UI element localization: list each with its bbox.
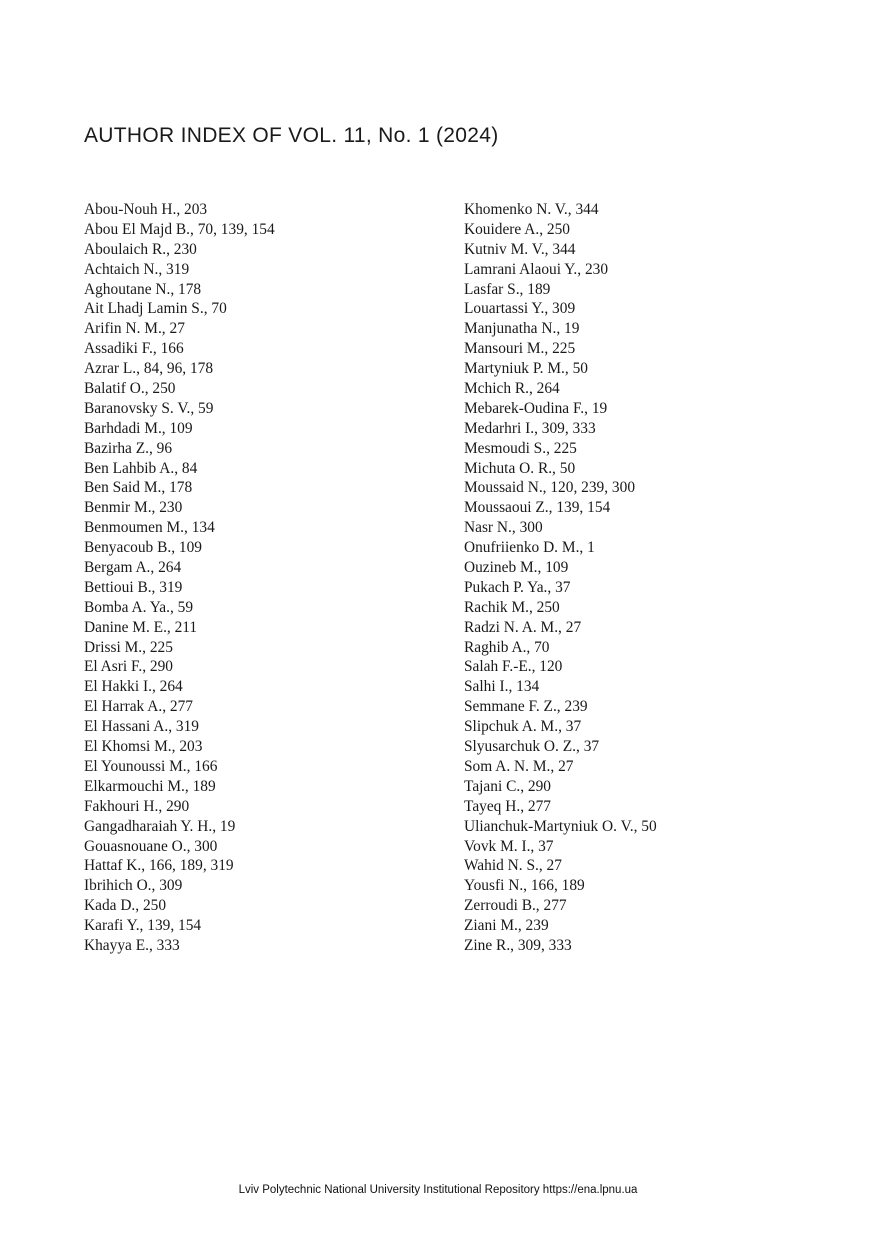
author-entry: Benmir M., 230 <box>84 499 183 517</box>
author-entry: Abou-Nouh H., 203 <box>84 201 208 218</box>
author-list-right <box>464 200 657 956</box>
author-entry: Azrar L., 84, 96, 178 <box>84 360 214 378</box>
author-entry: Zerroudi B., 277 <box>464 897 567 915</box>
author-entry: Barhdadi M., 109 <box>84 419 193 437</box>
author-entry: Khayya E., 333 <box>84 936 180 954</box>
author-entry: Ziani M., 239 <box>464 917 549 935</box>
page-title: AUTHOR INDEX OF VOL. 11, No. 1 (2024) <box>84 124 499 147</box>
author-entry: Ibrihich O., 309 <box>84 877 183 895</box>
author-entry: Fakhouri H., 290 <box>84 797 190 815</box>
author-entry: Mansouri M., 225 <box>464 340 576 358</box>
author-entry: Salhi I., 134 <box>464 678 540 696</box>
author-entry: Vovk M. I., 37 <box>464 837 554 855</box>
author-entry: Nasr N., 300 <box>464 519 543 537</box>
author-entry: Aboulaich R., 230 <box>84 240 197 258</box>
author-entry: Lasfar S., 189 <box>464 280 551 298</box>
author-entry: Achtaich N., 319 <box>84 260 190 278</box>
author-entry: Drissi M., 225 <box>84 638 173 656</box>
author-entry: Tajani C., 290 <box>464 777 551 795</box>
author-entry: Bettioui B., 319 <box>84 578 183 596</box>
author-entry: Benyacoub B., 109 <box>84 539 202 557</box>
author-entry: Zine R., 309, 333 <box>464 936 572 954</box>
author-entry: Kouidere A., 250 <box>464 220 571 238</box>
author-entry: Michuta O. R., 50 <box>464 459 576 477</box>
author-entry: Slipchuk A. M., 37 <box>464 718 582 736</box>
author-entry: El Harrak A., 277 <box>84 698 193 716</box>
author-entry: Tayeq H., 277 <box>464 797 551 815</box>
author-entry: Aghoutane N., 178 <box>84 280 202 298</box>
author-entry: Bomba A. Ya., 59 <box>84 598 194 616</box>
author-entry: Ben Said M., 178 <box>84 479 193 497</box>
author-entry: Som A. N. M., 27 <box>464 757 574 775</box>
author-entry: Elkarmouchi M., 189 <box>84 777 216 795</box>
author-entry: Arifin N. M., 27 <box>84 320 185 338</box>
author-entry: Salah F.-E., 120 <box>464 658 563 676</box>
author-entry: Moussaoui Z., 139, 154 <box>464 499 611 517</box>
repository-footer: Lviv Polytechnic National University Institutional Repository https://ena.lpnu.ua <box>238 1184 638 1196</box>
author-entry: Onufriienko D. M., 1 <box>464 539 595 557</box>
author-entry: Rachik M., 250 <box>464 598 560 616</box>
author-entry: Gangadharaiah Y. H., 19 <box>84 817 236 835</box>
author-entry: Martyniuk P. M., 50 <box>464 360 588 378</box>
author-entry: Khomenko N. V., 344 <box>464 201 599 218</box>
author-entry: Raghib A., 70 <box>464 638 550 656</box>
author-entry: Benmoumen M., 134 <box>84 519 215 537</box>
author-entry: Kutniv M. V., 344 <box>464 240 576 258</box>
author-entry: Assadiki F., 166 <box>84 340 184 358</box>
author-entry: Balatif O., 250 <box>84 380 176 398</box>
author-entry: Pukach P. Ya., 37 <box>464 578 571 596</box>
author-entry: El Hassani A., 319 <box>84 718 199 736</box>
author-entry: Kada D., 250 <box>84 897 167 915</box>
author-entry: Louartassi Y., 309 <box>464 300 576 318</box>
author-entry: Yousfi N., 166, 189 <box>464 877 585 895</box>
author-entry: Wahid N. S., 27 <box>464 857 562 875</box>
author-entry: Gouasnouane O., 300 <box>84 837 218 855</box>
author-entry: Abou El Majd B., 70, 139, 154 <box>84 220 275 238</box>
author-entry: Bazirha Z., 96 <box>84 439 173 457</box>
author-entry: Semmane F. Z., 239 <box>464 698 588 716</box>
author-entry: Slyusarchuk O. Z., 37 <box>464 738 600 756</box>
author-entry: Moussaid N., 120, 239, 300 <box>464 479 636 497</box>
author-entry: Mchich R., 264 <box>464 380 560 398</box>
author-entry: Mebarek-Oudina F., 19 <box>464 399 608 417</box>
author-entry: Medarhri I., 309, 333 <box>464 419 596 437</box>
author-entry: Ulianchuk-Martyniuk O. V., 50 <box>464 817 657 835</box>
author-entry: Ouzineb M., 109 <box>464 559 569 577</box>
author-entry: El Khomsi M., 203 <box>84 738 203 756</box>
author-entry: Manjunatha N., 19 <box>464 320 580 338</box>
author-list-left <box>84 200 275 956</box>
author-entry: Karafi Y., 139, 154 <box>84 917 202 935</box>
author-entry: Radzi N. A. M., 27 <box>464 618 582 636</box>
author-entry: El Younoussi M., 166 <box>84 757 218 775</box>
author-entry: Danine M. E., 211 <box>84 618 198 636</box>
author-entry: El Hakki I., 264 <box>84 678 183 696</box>
author-entry: Lamrani Alaoui Y., 230 <box>464 260 609 278</box>
author-entry: Baranovsky S. V., 59 <box>84 399 214 417</box>
author-entry: Hattaf K., 166, 189, 319 <box>84 857 234 875</box>
author-entry: Mesmoudi S., 225 <box>464 439 577 457</box>
author-entry: Ben Lahbib A., 84 <box>84 459 198 477</box>
author-entry: El Asri F., 290 <box>84 658 173 676</box>
author-entry: Bergam A., 264 <box>84 559 182 577</box>
author-entry: Ait Lhadj Lamin S., 70 <box>84 300 227 318</box>
